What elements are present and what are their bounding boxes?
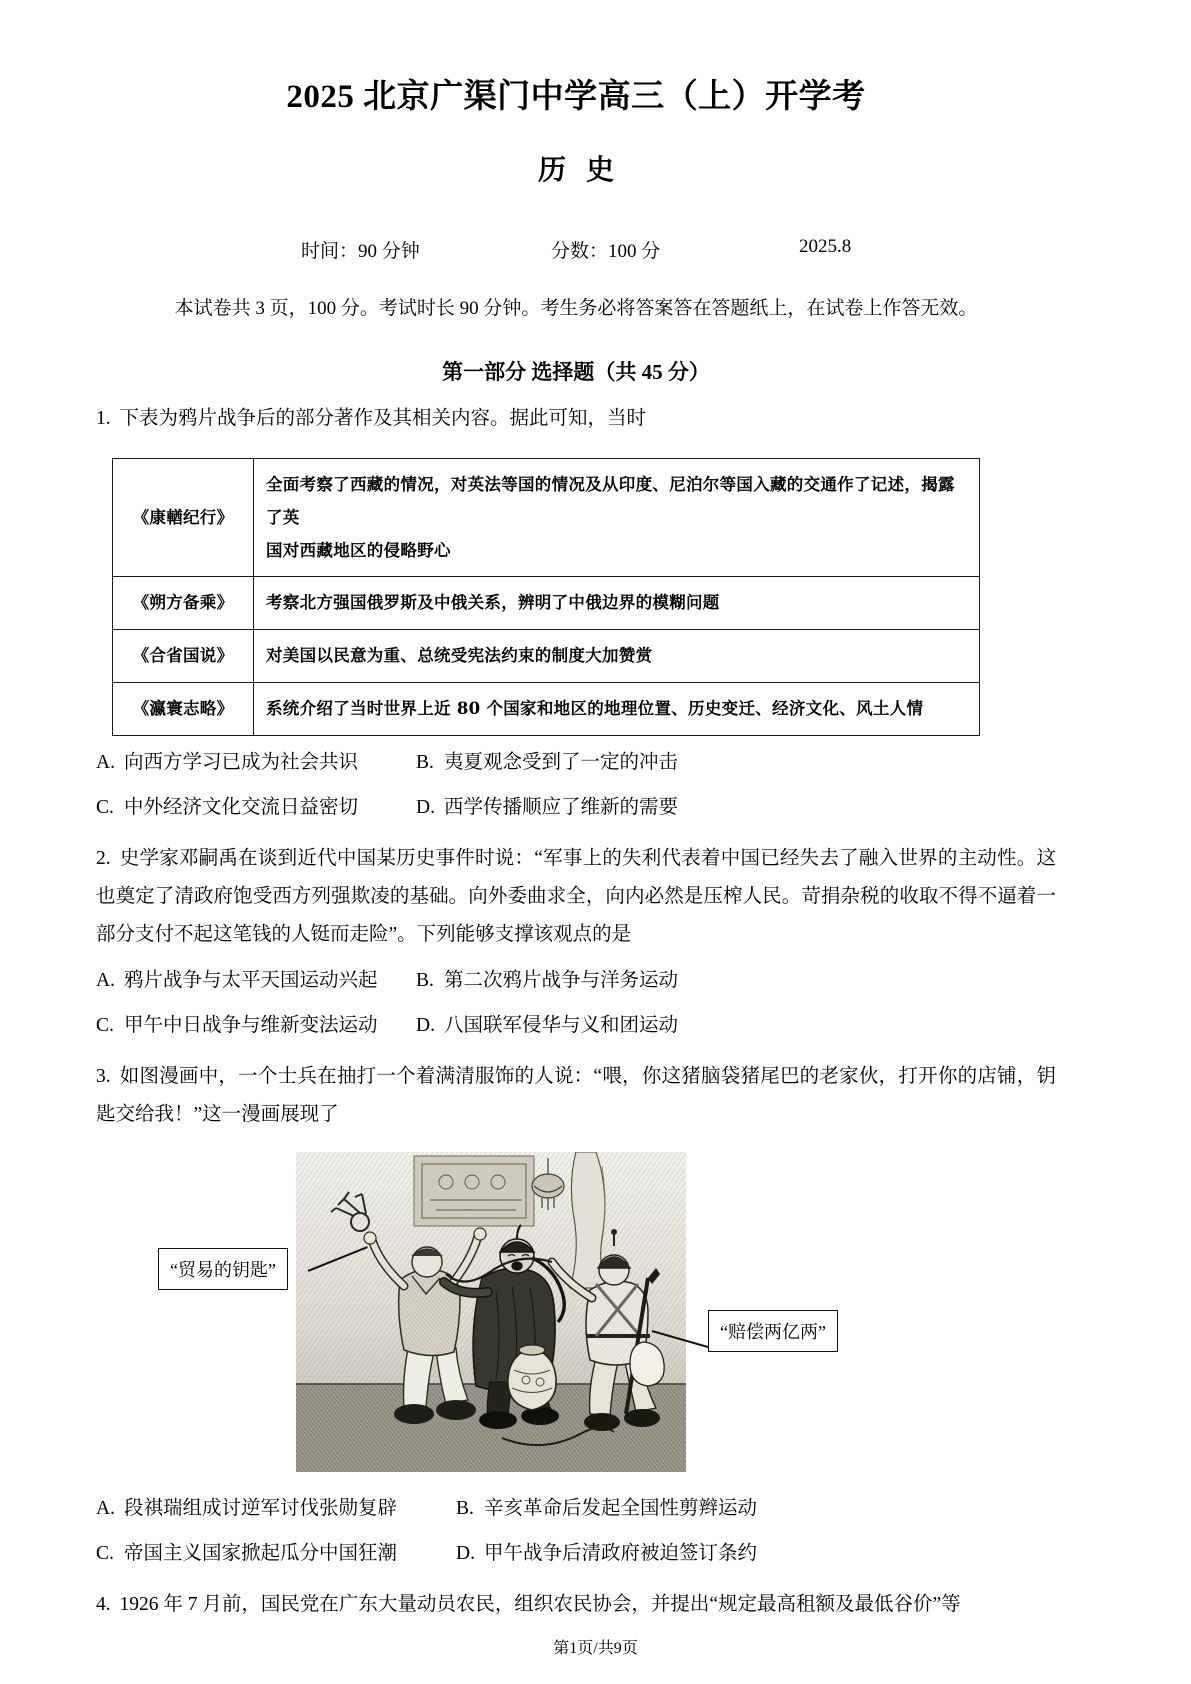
question-2-options <box>96 962 1056 1044</box>
question-1-options <box>96 744 1056 826</box>
option-key: D. <box>456 1542 475 1564</box>
question-3-options <box>96 1490 1056 1572</box>
option-key: A. <box>96 1497 115 1519</box>
option-text: 第二次鸦片战争与洋务运动 <box>444 969 679 991</box>
option-1-D[interactable] <box>416 789 796 826</box>
table-row <box>113 576 980 629</box>
option-text: 段祺瑞组成讨逆军讨伐张勋复辟 <box>124 1497 398 1519</box>
option-text: 西学传播顺应了维新的需要 <box>444 796 679 818</box>
exam-meta-row <box>96 236 1056 263</box>
subject-title: 历史 <box>537 154 634 186</box>
question-3 <box>96 1058 1056 1134</box>
option-line <box>96 744 1056 781</box>
option-key: D. <box>416 1014 435 1036</box>
question-4-number: 4. <box>96 1593 111 1615</box>
option-line <box>96 962 1056 999</box>
table-cell-title: 《康輶纪行》 <box>113 458 254 576</box>
option-text: 夷夏观念受到了一定的冲击 <box>444 751 679 773</box>
option-text: 鸦片战争与太平天国运动兴起 <box>124 969 378 991</box>
table-cell-content <box>254 458 980 576</box>
option-key: C. <box>96 1014 114 1036</box>
option-2-D[interactable] <box>416 1007 796 1044</box>
option-line <box>96 789 1056 826</box>
source-table <box>112 458 980 736</box>
table-cell-title: 《合省国说》 <box>113 629 254 682</box>
option-key: C. <box>96 796 114 818</box>
question-1-stem: 下表为鸦片战争后的部分著作及其相关内容。据此可知，当时 <box>119 407 647 429</box>
exam-duration: 时间：90 分钟 <box>301 240 420 262</box>
exam-notice: 本试卷共 3 页，100 分。考试时长 90 分钟。考生务必将答案答在答题纸上，在试卷上作答无效。 <box>174 297 978 319</box>
option-key: A. <box>96 969 115 991</box>
option-2-C[interactable] <box>96 1007 416 1044</box>
table-row <box>113 682 980 735</box>
table-cell-content: 考察北方强国俄罗斯及中俄关系，辨明了中俄边界的模糊问题 <box>254 576 980 629</box>
option-text: 八国联军侵华与义和团运动 <box>444 1014 679 1036</box>
option-text: 辛亥革命后发起全国性剪辫运动 <box>484 1497 758 1519</box>
option-key: C. <box>96 1542 114 1564</box>
option-key: B. <box>456 1497 474 1519</box>
question-3-stem: 如图漫画中，一个士兵在抽打一个着满清服饰的人说：“喂，你这猪脑袋猪尾巴的老家伙，打开你的店铺，钥匙交给我！”这一漫画展现了 <box>96 1065 1057 1125</box>
option-text: 甲午战争后清政府被迫签订条约 <box>484 1542 758 1564</box>
page-footer: 第1页/共9页 <box>553 1640 638 1657</box>
question-1 <box>96 400 1056 438</box>
option-3-C[interactable] <box>96 1535 456 1572</box>
table-cell-title: 《瀛寰志略》 <box>113 682 254 735</box>
option-1-B[interactable] <box>416 744 796 781</box>
option-line <box>96 1490 1056 1527</box>
option-text: 中外经济文化交流日益密切 <box>124 796 359 818</box>
option-1-C[interactable] <box>96 789 416 826</box>
callout-trade-key: “贸易的钥匙” <box>158 1248 288 1290</box>
question-3-number: 3. <box>96 1065 111 1087</box>
page-title: 2025 北京广渠门中学高三（上）开学考 <box>286 79 866 115</box>
exam-total-score: 分数：100 分 <box>551 240 661 262</box>
option-text: 甲午中日战争与维新变法运动 <box>124 1014 378 1036</box>
table-row <box>113 458 980 576</box>
table-cell-content-line: 全面考察了西藏的情况，对英法等国的情况及从印度、尼泊尔等国入藏的交通作了记述，揭露了英 <box>266 474 955 527</box>
option-3-D[interactable] <box>456 1535 836 1572</box>
question-4-stem: 1926 年 7 月前，国民党在广东大量动员农民，组织农民协会，并提出“规定最高租额及最低谷价”等 <box>119 1593 961 1615</box>
option-1-A[interactable] <box>96 744 416 781</box>
exam-date: 2025.8 <box>799 235 852 257</box>
table-row <box>113 629 980 682</box>
option-2-B[interactable] <box>416 962 796 999</box>
option-key: D. <box>416 796 435 818</box>
option-line <box>96 1535 1056 1572</box>
option-key: A. <box>96 751 115 773</box>
question-3-figure <box>96 1152 1056 1482</box>
table-cell-content: 系统介绍了当时世界上近 80 个国家和地区的地理位置、历史变迁、经济文化、风土人情 <box>254 682 980 735</box>
option-2-A[interactable] <box>96 962 416 999</box>
question-1-number: 1. <box>96 407 111 429</box>
option-3-A[interactable] <box>96 1490 456 1527</box>
section-heading-part-one: 第一部分 选择题（共 45 分） <box>442 359 710 384</box>
option-text: 帝国主义国家掀起瓜分中国狂潮 <box>124 1542 398 1564</box>
table-cell-content-line: 国对西藏地区的侵略野心 <box>266 540 451 560</box>
table-cell-content: 对美国以民意为重、总统受宪法约束的制度大加赞赏 <box>254 629 980 682</box>
question-2-stem: 史学家邓嗣禹在谈到近代中国某历史事件时说：“军事上的失利代表着中国已经失去了融入世界的主动性。这也奠定了清政府饱受西方列强欺凌的基础。向外委曲求全，向内必然是压榨人民。苛捐杂税的收取不得不逼着一部分支付不起这笔钱的人铤而走险”。下列能够支撑该观点的是 <box>96 847 1057 945</box>
option-key: B. <box>416 751 434 773</box>
table-cell-title: 《朔方备乘》 <box>113 576 254 629</box>
political-cartoon-image <box>296 1152 686 1472</box>
callout-indemnity: “赔偿两亿两” <box>708 1310 838 1352</box>
question-2-number: 2. <box>96 847 111 869</box>
question-4 <box>96 1586 1056 1624</box>
option-text: 向西方学习已成为社会共识 <box>124 751 359 773</box>
question-2 <box>96 840 1056 954</box>
page-content <box>96 0 1056 1624</box>
option-key: B. <box>416 969 434 991</box>
option-line <box>96 1007 1056 1044</box>
option-3-B[interactable] <box>456 1490 836 1527</box>
